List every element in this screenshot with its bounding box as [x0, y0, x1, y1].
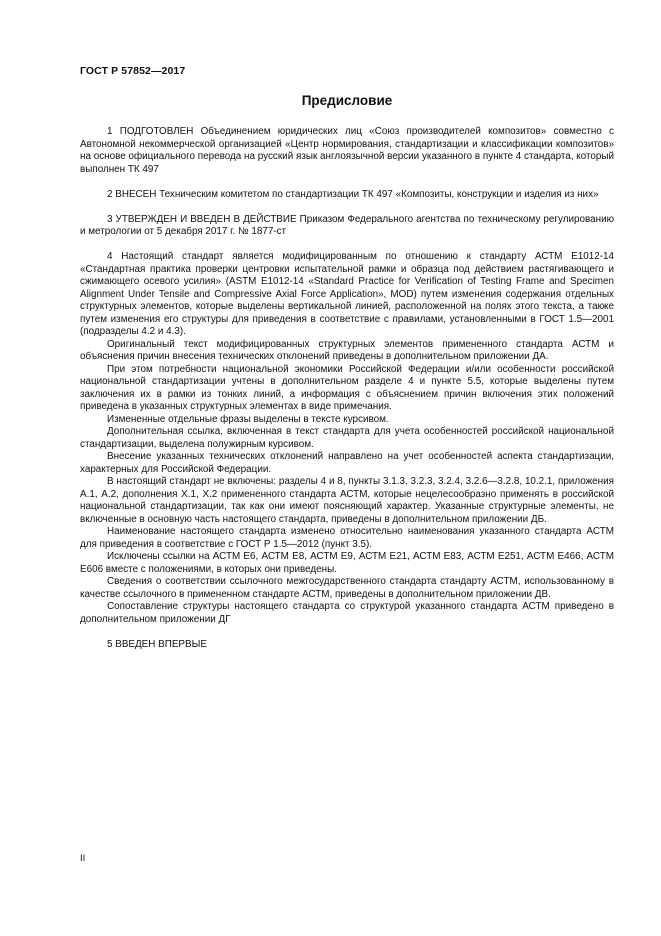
page-number: II: [80, 853, 86, 864]
paragraph: 5 ВВЕДЕН ВПЕРВЫЕ: [107, 638, 207, 650]
paragraph: В настоящий стандарт не включены: разделы 4 и 8, пункты 3.1.3, 3.2.3, 3.2.4, 3.2.6—3.2.8, 10.2.1, приложения А.1, А.2, дополнения Х.1, Х.2 примененного стандарта АСТМ, которые нецелесообразно применять в российской национальной стандартизации, так как они имеют поясняющий характер. Указанные структурные элементы, не включенные в основную часть настоящего стандарта, приведены в дополнительном приложении ДБ.: [80, 476, 614, 525]
standard-code: ГОСТ Р 57852—2017: [80, 65, 186, 77]
paragraph: Оригинальный текст модифицированных структурных элементов примененного стандарта АСТМ и объяснения причин внесения технических отклонений приведены в дополнительном приложении ДА.: [80, 338, 614, 362]
page-title: Предисловие: [301, 93, 393, 108]
foreword-body: [80, 126, 614, 651]
paragraph: Исключены ссылки на АСТМ Е6, АСТМ Е8, АСТМ Е9, АСТМ Е21, АСТМ Е83, АСТМ Е251, АСТМ Е466, АСТМ Е606 вместе с положениями, в которых они приведены.: [80, 551, 614, 575]
paragraph: Сопоставление структуры настоящего стандарта со структурой указанного стандарта АСТМ приведено в дополнительном приложении ДГ: [80, 601, 614, 625]
paragraph: 2 ВНЕСЕН Техническим комитетом по стандартизации ТК 497 «Композиты, конструкции и изделия из них»: [107, 188, 599, 200]
paragraph: Дополнительная ссылка, включенная в текст стандарта для учета особенностей российской национальной стандартизации, выделена полужирным курсивом.: [80, 426, 614, 450]
paragraph: При этом потребности национальной экономики Российской Федерации и/или особенности российской национальной стандартизации учтены в дополнительном разделе 4 и пункте 5.5, которые выделены путем заключения их в рамки из тонких линий, а информация с объяснением причин включения этих положений приведена в указанных структурных элементах в виде примечания.: [80, 363, 614, 412]
paragraph: 1 ПОДГОТОВЛЕН Объединением юридических лиц «Союз производителей композитов» совместно с Автономной некоммерческой организацией «Центр нормирования, стандартизации и классификации композитов» на основе официального перевода на русский язык англоязычной версии указанного в пункте 4 стандарта, который выполнен ТК 497: [80, 126, 614, 175]
paragraph: 4 Настоящий стандарт является модифицированным по отношению к стандарту АСТМ Е1012-14 «Стандартная практика проверки центровки испытательной рамки и образца под действием растягивающего и сжимающего осевого усилия» (ASTM E1012-14 «Standard Practice for Verification of Testing Frame and Specimen Alignment Under Tensile and Compressive Axial Force Application», MOD) путем изменения содержания отдельных структурных элементов, которые выделены вертикальной линией, расположенной на полях этого текста, а также путем изменения его структуры для приведения в соответствие с правилами, установленными в ГОСТ 1.5—2001 (подразделы 4.2 и 4.3).: [80, 251, 614, 337]
paragraph: Наименование настоящего стандарта изменено относительно наименования указанного стандарта АСТМ для приведения в соответствие с ГОСТ Р 1.5—2012 (пункт 3.5).: [80, 526, 614, 550]
paragraph: Внесение указанных технических отклонений направлено на учет особенностей аспекта стандартизации, характерных для Российской Федерации.: [80, 451, 614, 475]
paragraph: Сведения о соответствии ссылочного межгосударственного стандарта стандарту АСТМ, использованному в качестве ссылочного в примененном стандарте АСТМ, приведены в дополнительном приложении ДВ.: [80, 576, 614, 600]
paragraph: Измененные отдельные фразы выделены в тексте курсивом.: [107, 413, 389, 425]
paragraph: 3 УТВЕРЖДЕН И ВВЕДЕН В ДЕЙСТВИЕ Приказом Федерального агентства по техническому регулированию и метрологии от 5 декабря 2017 г. № 1877-ст: [80, 213, 614, 237]
